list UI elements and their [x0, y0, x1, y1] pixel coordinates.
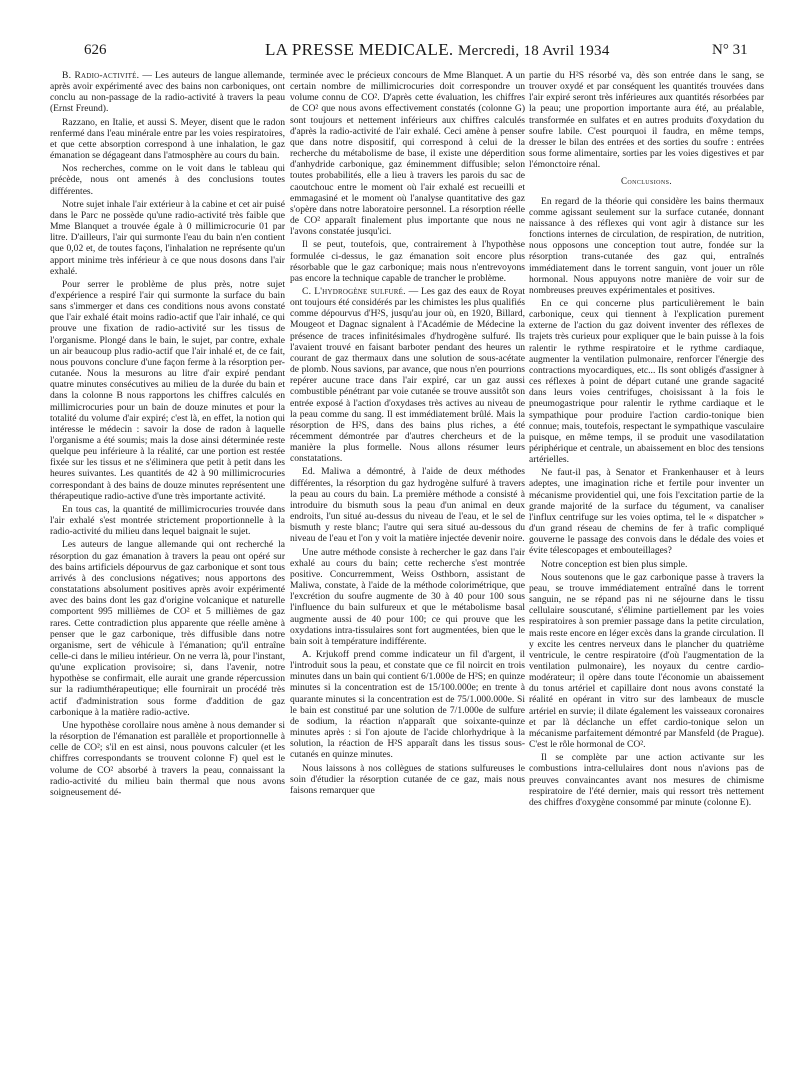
paragraph-text: — Les auteurs de langue allemande, après avoir expérimenté avec des bains non carboniques, ont conclu au non-passage de la radio-activité à travers la peau (Ernst Freund).	[50, 70, 285, 115]
paragraph	[50, 163, 285, 196]
section-heading: Conclusions.	[620, 176, 673, 187]
paragraph	[50, 539, 285, 718]
paragraph-text: Nous laissons à nos collègues de stations sulfureuses le soin d'étudier la résorption cutanée de ce gaz, mais nous faisons remarquer que	[290, 762, 525, 796]
paragraph	[290, 466, 525, 544]
paragraph-text: En tous cas, la quantité de millimicrocuries trouvée dans l'air exhalé s'est montrée strictement proportionnelle à la radio-activité du milieu dans lequel baignait le sujet.	[50, 503, 285, 538]
paragraph-lead: B. Radio-activité.	[62, 70, 140, 81]
paragraph	[290, 239, 525, 284]
column-middle	[290, 70, 525, 798]
paragraph-text: Ne faut-il pas, à Senator et Frankenhauser et à leurs adeptes, une imagination riche et fertile pour inventer un mécanisme providentiel qui, une fois l'excitation partie de la grande majorité de la surface du tégument, va canaliser l'influx centrifuge sur les voies optima, tel le « dispatcher » d'un grand réseau de chemins de fer à trafic compliqué gouverne le passage des convois dans le dédale des voies et évite télescopages et embouteillages?	[529, 467, 764, 557]
paragraph-text: Nous soutenons que le gaz carbonique passe à travers la peau, se trouve immédiatement entraîné dans le torrent sanguin, ne se répand pas ni ne séjourne dans le tissu cellulaire souscutané, s'élimine partiellement par les voies respiratoires à son premier passage dans la petite circulation, mais reste encore en léger excès dans la grande circulation. Il y excite les centres nerveux dans le plancher du quatrième ventricule, le centre respiratoire (d'où l'augmentation de la ventilation pulmonaire), les noyaux du centre cardio-modérateur; il opère dans toute l'économie un abaissement du tonus artériel et capillaire dont nous avons constaté la réalité en opérant in vitro sur des lambeaux de muscle artériel en survie; il dilate également les vaisseaux coronaires et par là déclanche un effet cardio-tonique selon un mécanisme parfaitement démontré par Mansfeld (de Prague). C'est le rôle hormonal de CO².	[529, 571, 764, 751]
paragraph	[290, 547, 525, 647]
paragraph-text: — Les gaz des eaux de Royat ont toujours été considérés par les chimistes les plus qualifiés comme dépourvus d'H²S, jusqu'au jour où, en 1920, Billard, Mougeot et Dagnac signalent à l'Académie de Médecine la présence de traces infinitésimales d'hydrogène sulfuré. Ils l'avaient trouvé en faisant barboter pendant des heures un courant de gaz thermaux dans une solution de sous-acétate de plomb. Nous savions, par avance, que nous n'en pourrions repérer aucune trace dans l'air expiré, car un gaz aussi combustible pénétrant par voie cutanée se trouve aussitôt son entrée exposé à l'action d'oxydases très actives au niveau de la peau comme du sang. Il est immédiatement brûlé. Mais la résorption de H²S, dans des bains plus riches, a été récemment démontrée par d'autres chercheurs et de la manière la plus formelle. Nous allons résumer leurs constatations.	[290, 285, 525, 465]
paragraph	[290, 286, 525, 465]
paragraph	[50, 504, 285, 537]
paragraph-text: A. Krjukoff prend comme indicateur un fil d'argent, il l'introduit sous la peau, et constate que ce fil noircit en trois minutes dans un bain qui contient 6/1.000e de H²S; en quinze minutes si la concentration est de 15/100.000e; en trente à quarante minutes si la concentration est de 75/1.000.000e. Si le bain est constitué par une solution de 7/1.000e de sulfure de sodium, la réaction n'apparaît que soixante-quinze minutes après : si l'on ajoute de l'acide chlorhydrique à la solution, la réaction de H²S apparaît dans les tissus sous-cutanés en quinze minutes.	[290, 648, 525, 761]
paragraph	[290, 763, 525, 796]
paragraph-lead: C. L'hydrogène sulfuré.	[302, 285, 406, 297]
paragraph	[290, 70, 525, 237]
paragraph	[50, 199, 285, 277]
paragraph	[529, 298, 764, 465]
paragraph	[529, 559, 764, 570]
column-left	[50, 70, 285, 800]
paragraph-text: Notre conception est bien plus simple.	[541, 558, 688, 570]
paragraph-text: Une hypothèse corollaire nous amène à nous demander si la résorption de l'émanation est parallèle et proportionnelle à celle de CO²; s'il en est ainsi, nous pouvons calculer (et les chiffres correspondants se trouvent colonne F) quel est le volume de CO² absorbé à travers la peau, connaissant la radio-activité du milieu bain thermal que nous avons soigneusement dé-	[50, 719, 285, 798]
issue-number: N° 31	[712, 42, 748, 58]
paragraph	[529, 467, 764, 556]
paragraph	[529, 752, 764, 808]
paragraph-text: Les auteurs de langue allemande qui ont recherché la résorption du gaz émanation à travers la peau ont opéré sur des bains artificiels dépourvus de gaz carbonique et sont tous arrivés à des conclusions négatives; nous apportons des constatations absolument positives après avoir expérimenté avec des bains dont les gaz d'origine volcanique et naturelle comportent 995 millièmes de CO² et 5 millièmes de gaz rares. Cette contradiction plus apparente que réelle amène à penser que le gaz carbonique, très diffusible dans notre organisme, sert de véhicule à l'émanation; qu'il entraîne celle-ci dans le milieu intérieur. On ne verra là, pour l'instant, qu'une explication provisoire; si, dans l'avenir, notre hypothèse se confirmait, elle aurait une grande répercussion sur la radiumthérapeutique; elle fournirait un procédé très actif d'administration sous forme d'addition de gaz carbonique à la matière radio-active.	[50, 539, 285, 718]
paragraph-text: Pour serrer le problème de plus près, notre sujet d'expérience a respiré l'air qui surmonte la surface du bain sans s'immerger et dans ces conditions nous avons constaté que l'air exhalé était moins radio-actif que l'air inhalé, ce qui prouve une fixation de radio-activité sur les tissus de l'organisme. Plongé dans le bain, le sujet, par contre, exhale un air beaucoup plus radio-actif que l'air inhalé et, de ce fait, nous pouvons conclure d'une façon ferme à la résorption per-cutanée. Nous la mesurons au litre d'air expiré pendant quatre minutes consécutives au milieu de la durée du bain et dans la colonne B nous rapportons les chiffres calculés en millimicrocuries pour un bain de douze minutes et pour la totalité du volume d'air expiré; c'est là, en effet, la notion qui intéresse le médecin : savoir la dose de radon à laquelle l'organisme a été soumis; mais la dose ainsi déterminée reste quelque peu inférieure à la réalité, car une portion est restée fixée sur les tissus et ne s'éliminera que petit à petit dans les heures suivantes. Les quantités de 42 à 90 millimicrocuries correspondant à des bains de douze minutes représentent une thérapeutique radio-active d'une très importante activité.	[50, 278, 285, 502]
paragraph	[50, 720, 285, 798]
paragraph	[529, 572, 764, 751]
paragraph-text: Razzano, en Italie, et aussi S. Meyer, disent que le radon renfermé dans l'eau minérale entre par les voies respiratoires, et que cette absorption correspond à une inhalation, le gaz émanation se dégageant dans l'atmosphère au cours du bain.	[50, 116, 285, 162]
paragraph	[50, 70, 285, 115]
paragraph-text: Il se complète par une action activante sur les combustions intra-cellulaires dont nous n'avions pas de preuves convaincantes avant nos mesures de chimisme respiratoire de l'été dernier, mais qui ressort très nettement des chiffres d'oxygène consommé par minute (colonne E).	[529, 752, 764, 808]
paragraph	[290, 649, 525, 761]
paragraph-text: Notre sujet inhale l'air extérieur à la cabine et cet air puisé dans le Parc ne possède qu'une radio-activité très faible que Mme Blanquet a trouvée égale à 0 millimicrocurie 01 par litre. D'ailleurs, l'air qui surmonte l'eau du bain n'en contient que 0,02 et, de toutes façons, l'inhalation ne représente qu'un apport minime très inférieur à ce que nous dosons dans l'air exhalé.	[50, 198, 285, 277]
paragraph	[50, 117, 285, 162]
running-title	[265, 40, 610, 60]
page-number: 626	[84, 42, 107, 58]
paragraph-text: Nos recherches, comme on le voit dans le tableau qui précède, nous ont amenés à des conclusions toutes différentes.	[50, 163, 285, 197]
paragraph	[529, 70, 764, 170]
column-right	[529, 70, 764, 810]
paragraph-text: partie du H²S résorbé va, dès son entrée dans le sang, se trouver oxydé et par conséquent les quantités trouvées dans l'air expiré seront très inférieures aux quantités résorbées par la peau; une proportion importante aura été, au préalable, transformée en sulfates et en autres produits d'oxydation du soufre labile. C'est pourquoi il faudra, en même temps, dresser le bilan des entrées et des sorties du soufre : entrées sous forme alimentaire, sorties par les voies digestives et par l'émonctoire rénal.	[529, 70, 764, 171]
paragraph	[50, 279, 285, 502]
issue-date: Mercredi, 18 Avril 1934	[458, 43, 610, 59]
journal-name: LA PRESSE MEDICALE.	[265, 40, 454, 59]
paragraph-text: En ce qui concerne plus particulièrement le bain carbonique, ceux qui tiennent à l'explication purement externe de l'action du gaz doivent inventer des réflexes de trajets très curieux pour expliquer que le bain puisse à la fois ralentir le rythme respiratoire et le rythme cardiaque, augmenter la ventilation pulmonaire, renforcer l'énergie des contractions myocardiques, etc... Ils sont obligés d'assigner à ces réflexes à point de départ cutané une grande sagacité dans leurs voies centrifuges, choisissant à la fois le pneumogastrique pour ralentir le rythme cardiaque et le sympathique pour produire l'action cardio-tonique bien connue; mais, toutefois, respectant le sympathique vasculaire puisque, en même temps, il se produit une vasodilatation périphérique et centrale, un abaissement en bloc des tensions artérielles.	[529, 297, 764, 466]
paragraph	[529, 196, 764, 296]
paragraph-text: terminée avec le précieux concours de Mme Blanquet. A un certain nombre de millimicrocuries doit correspondre un volume connu de CO². D'après cette évaluation, les chiffres de CO² que nous avons effectivement constatés (colonne G) sont toujours et nettement inférieurs aux chiffres calculés d'après la radio-activité de l'air exhalé. Ceci amène à penser que dans notre dispositif, qui correspond à celui de la recherche du métabolisme de base, il existe une déperdition d'anhydride carbonique, gaz éminemment diffusible; selon toutes probabilités, elle a lieu à travers les parois du sac de caoutchouc entre le moment où l'air exhalé est recueilli et emmagasiné et le moment où l'analyse quantitative des gaz s'opère dans notre laboratoire personnel. La résorption réelle de CO² apparaît finalement plus importante que nous ne l'avons constatée jusqu'ici.	[290, 70, 525, 238]
paragraph-text: Une autre méthode consiste à rechercher le gaz dans l'air exhalé au cours du bain; cette recherche s'est montrée positive. Concurremment, Weiss Osthborn, assistant de Maliwa, constate, à l'aide de la méthode colorimétrique, que l'excrétion du soufre augmente de 30 à 40 pour 100 sous l'influence du bain sulfureux et que le métabolisme basal augmente aussi de 40 pour 100; ce qui prouve que les oxydations intra-tissulaires sont fort augmentées, bien que le bain soit à température indifférente.	[290, 546, 525, 647]
paragraph-text: En regard de la théorie qui considère les bains thermaux comme agissant seulement sur la surface cutanée, donnant naissance à des réflexes qui vont agir à distance sur les fonctions internes de circulation, de respiration, de nutrition, nous opposons une conception tout autre, fondée sur la résorption trans-cutanée des gaz qui, entraînés immédiatement dans le torrent sanguin, vont jouer un rôle hormonal. Nous appuyons notre manière de voir sur de nombreuses preuves expérimentales et positives.	[529, 195, 764, 296]
page-header	[0, 40, 800, 64]
paragraph-text: Il se peut, toutefois, que, contrairement à l'hypothèse formulée ci-dessus, le gaz émanation soit encore plus résorbable que le gaz carbonique; mais nous n'entrevoyons pas encore la technique capable de trancher le problème.	[290, 239, 525, 284]
paragraph-text: Ed. Maliwa a démontré, à l'aide de deux méthodes différentes, la résorption du gaz hydrogène sulfuré à travers la peau au cours du bain. La première méthode a consisté à introduire du bismuth sous la peau d'un animal en deux endroits, l'un situé au-dessus du niveau de l'eau, et le sel de bismuth y reste blanc; l'autre qui sera situé au-dessous du niveau de l'eau et l'on y voit la matière injectée devenir noire.	[290, 466, 525, 545]
